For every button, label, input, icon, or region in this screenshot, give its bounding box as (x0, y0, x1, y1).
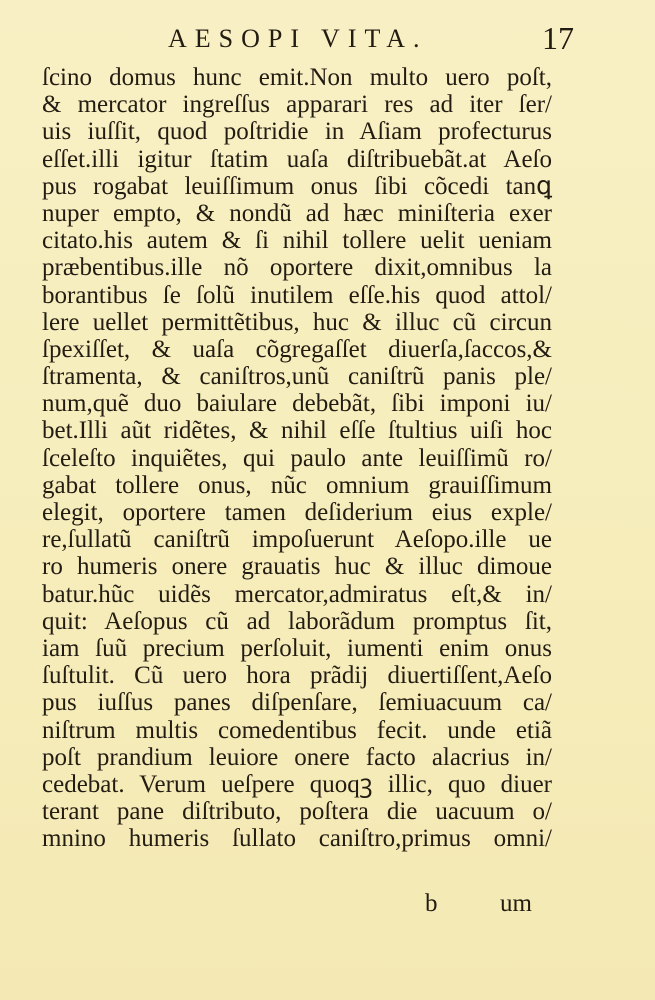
text-line: ſceleſto inquiẽtes, qui paulo ante leuiſſimũ ro/ (42, 444, 552, 472)
text-line: quit: Aeſopus cũ ad laborãdum promptus ſit, (42, 607, 552, 635)
text-line: uis iuſſit, quod poſtridie in Aſiam profecturus (42, 118, 552, 146)
text-line: lere uellet permittẽtibus, huc & illuc cũ circun (42, 308, 552, 336)
text-line: nuper empto, & nondũ ad hæc miniſteria exer (42, 199, 552, 227)
text-line: præbentibus.ille nõ oportere dixit,omnibus la (42, 254, 552, 282)
text-line: citato.his autem & ſi nihil tollere uelit ueniam (42, 227, 552, 255)
text-line: poſt prandium leuiore onere facto alacrius in/ (42, 743, 552, 771)
body-text (42, 64, 552, 852)
text-line: ſpexiſſet, & uaſa cõgregaſſet diuerſa,ſaccos,& (42, 335, 552, 363)
page-number: 17 (542, 20, 574, 56)
signature-mark: b (425, 890, 438, 917)
text-line: & mercator ingreſſus apparari res ad iter ſer/ (42, 91, 552, 119)
text-line: pus iuſſus panes diſpenſare, ſemiuacuum ca/ (42, 689, 552, 717)
text-line: terant pane diſtributo, poſtera die uacuum o/ (42, 798, 552, 826)
running-title: AESOPI VITA. (168, 24, 428, 53)
text-line: niſtrum multis comedentibus fecit. unde etiã (42, 716, 552, 744)
text-line: ro humeris onere grauatis huc & illuc dimoue (42, 553, 552, 581)
text-line: mnino humeris ſullato caniſtro,primus omni/ (42, 825, 552, 853)
text-line: cedebat. Verum ueſpere quoqꝫ illic, quo diuer (42, 770, 552, 798)
text-line: gabat tollere onus, nũc omnium grauiſſimum (42, 471, 552, 499)
text-line: ſtramenta, & caniſtros,unũ caniſtrũ panis ple/ (42, 363, 552, 391)
text-line: elegit, oportere tamen deſiderium eius exple/ (42, 499, 552, 526)
text-line: bet.Illi aũt ridẽtes, & nihil eſſe ſtultius uiſi hoc (42, 417, 552, 445)
text-line: iam ſuũ precium perſoluit, iumenti enim onus (42, 634, 552, 662)
text-line: eſſet.illi igitur ſtatim uaſa diſtribuebãt.at Aeſo (42, 145, 552, 173)
text-line: re,ſullatũ caniſtrũ impoſuerunt Aeſopo.ille ue (42, 526, 552, 554)
text-line: pus rogabat leuiſſimum onus ſibi cõcedi tanꝗ (42, 172, 552, 200)
text-line: borantibus ſe ſolũ inutilem eſſe.his quod attol/ (42, 281, 552, 309)
catchword: um (500, 890, 532, 917)
page-footer (0, 890, 655, 920)
page-header (0, 22, 655, 58)
text-line: batur.hũc uidẽs mercator,admiratus eſt,& in/ (42, 580, 552, 608)
text-line: ſuſtulit. Cũ uero hora prãdĳ diuertiſſent,Aeſo (42, 662, 552, 690)
text-line: num,quẽ duo baiulare debebãt, ſibi imponi iu/ (42, 390, 552, 418)
text-line: ſcino domus hunc emit.Non multo uero poſt, (42, 64, 552, 91)
